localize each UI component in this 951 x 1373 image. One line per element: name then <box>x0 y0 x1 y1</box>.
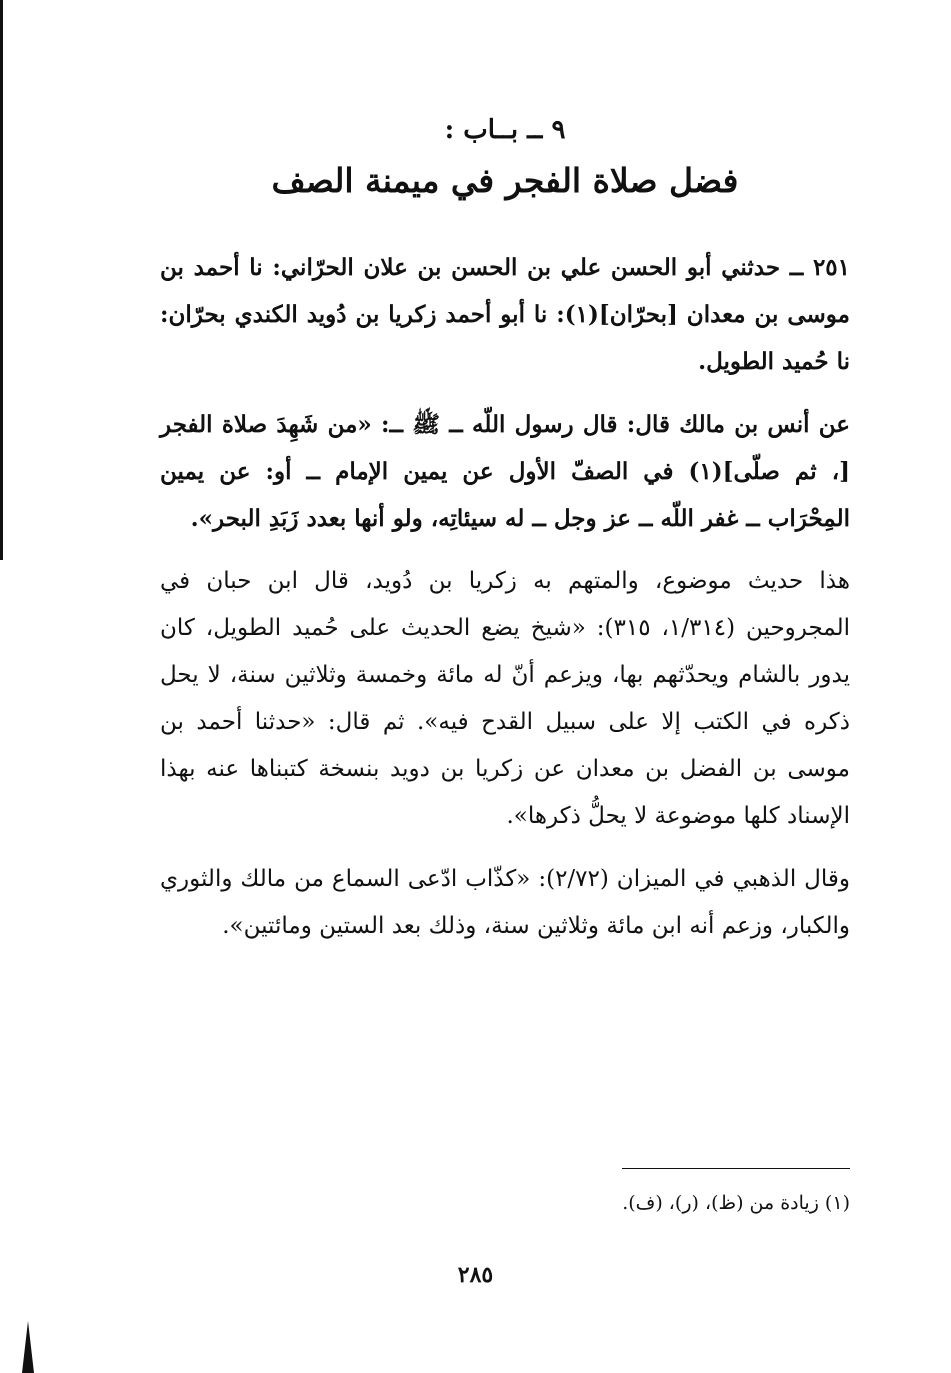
chapter-number: ٩ ــ بــاب : <box>444 115 566 145</box>
chapter-title: فضل صلاة الفجر في ميمنة الصف <box>271 161 739 200</box>
hadith-matn-paragraph: عن أنس بن مالك قال: قال رسول اللّه ــ ﷺ ــ: «من شَهِدَ صلاة الفجر [، ثم صلّى](١) في الصفّ الأول عن يمين الإمام ــ أو: عن يمين المِحْرَاب ــ غفر اللّه ــ عز وجل ــ له سيئاتِه، ولو أنها بعدد زَبَدِ البحر». <box>160 411 850 532</box>
left-margin-rule <box>0 0 3 560</box>
footnote: (١) زيادة من (ظ)، (ر)، (ف). <box>622 1192 850 1214</box>
corner-mark <box>22 1321 34 1373</box>
hadith-isnad-paragraph: ٢٥١ ــ حدثني أبو الحسن علي بن الحسن بن علان الحرّاني: نا أحمد بن موسى بن معدان [بحرّان](١): نا أبو أحمد زكريا بن دُويد الكندي بحرّان: نا حُميد الطويل. <box>160 254 850 375</box>
commentary-paragraph-2: وقال الذهبي في الميزان (٢/٧٢): «كذّاب ادّعى السماع من مالك والثوري والكبار، وزعم أنه ابن مائة وثلاثين سنة، وذلك بعد الستين ومائتين». <box>160 866 850 939</box>
page-number: ٢٨٥ <box>457 1262 494 1288</box>
page-body <box>160 110 850 966</box>
footnote-divider <box>622 1168 850 1169</box>
commentary-paragraph-1: هذا حديث موضوع، والمتهم به زكريا بن دُويد، قال ابن حبان في المجروحين (١/٣١٤، ٣١٥): «شيخ يضع الحديث على حُميد الطويل، كان يدور بالشام ويحدّثهم بها، ويزعم أنّ له مائة وخمسة وثلاثين سنة، لا يحل ذكره في الكتب إلا على سبيل القدح فيه». ثم قال: «حدثنا أحمد بن موسى بن الفضل بن معدان عن زكريا بن دويد بنسخة كتبناها عنه بهذا الإسناد كلها موضوعة لا يحلُّ ذكرها». <box>160 568 850 829</box>
